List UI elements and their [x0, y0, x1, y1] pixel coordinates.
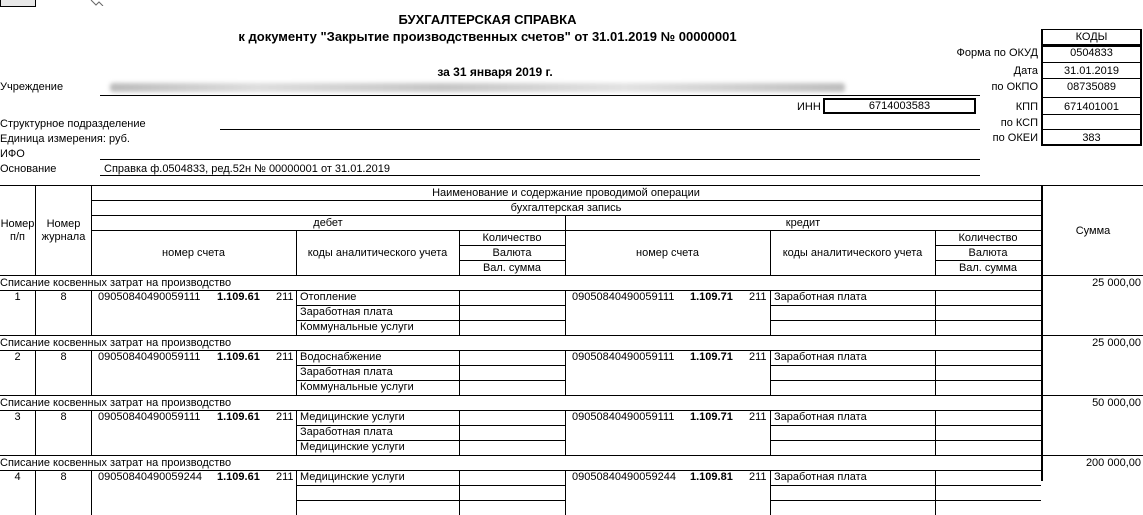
code-value-okei: 383 — [1082, 132, 1101, 144]
sum-header: Сумма — [1075, 225, 1111, 237]
debit-code: 211 — [276, 351, 294, 363]
unit-label: Единица измерения: руб. — [0, 133, 130, 145]
journal-number: 8 — [60, 351, 67, 363]
credit-subaccount: 1.109.71 — [690, 291, 733, 303]
debit-currency-sum-header: Вал. сумма — [482, 262, 542, 274]
debit-analytic-item: Заработная плата — [300, 306, 393, 318]
debit-analytic-item: Медицинские услуги — [300, 411, 405, 423]
credit-account: 09050840490059111 — [572, 411, 675, 423]
operation-title: Списание косвенных затрат на производство — [0, 277, 232, 289]
operation-title: Списание косвенных затрат на производство — [0, 397, 232, 409]
operation-title: Списание косвенных затрат на производство — [0, 337, 232, 349]
inn-label: ИНН — [797, 101, 821, 113]
code-label-date: Дата — [1013, 65, 1038, 77]
basis-value: Справка ф.0504833, ред.52н № 00000001 от 31.01.2019 — [104, 163, 390, 175]
debit-subaccount: 1.109.61 — [217, 471, 260, 483]
code-label-okei: по ОКЕИ — [992, 132, 1038, 144]
credit-analytic-item: Заработная плата — [774, 411, 867, 423]
row-number: 1 — [14, 291, 21, 303]
debit-analytic-item: Коммунальные услуги — [300, 321, 414, 333]
debit-quantity-header: Количество — [482, 232, 542, 244]
col-journal-header: Номер журнала — [41, 218, 86, 243]
code-value-okpo: 08735089 — [1067, 81, 1116, 93]
debit-subaccount: 1.109.61 — [217, 291, 260, 303]
codes-heading: КОДЫ — [1041, 29, 1142, 45]
debit-analytics-header: коды аналитического учета — [307, 247, 448, 259]
code-label-okud: Форма по ОКУД — [956, 47, 1038, 59]
operation-sum: 25 000,00 — [1092, 337, 1141, 349]
cursor-icon — [90, 0, 104, 6]
debit-account-header: номер счета — [162, 247, 225, 259]
credit-code: 211 — [749, 411, 767, 423]
journal-number: 8 — [60, 471, 67, 483]
code-value-date: 31.01.2019 — [1063, 65, 1120, 77]
credit-analytic-item: Заработная плата — [774, 471, 867, 483]
operation-header: Наименование и содержание проводимой операции — [432, 187, 700, 199]
code-value-kpp: 671401001 — [1063, 101, 1120, 113]
entry-header: бухгалтерская запись — [510, 202, 622, 214]
debit-analytic-item: Медицинские услуги — [300, 471, 405, 483]
credit-account: 09050840490059111 — [572, 291, 675, 303]
journal-number: 8 — [60, 411, 67, 423]
report-date: за 31 января 2019 г. — [437, 65, 553, 79]
credit-currency-sum-header: Вал. сумма — [958, 262, 1018, 274]
row-number: 2 — [14, 351, 21, 363]
debit-analytic-item: Водоснабжение — [300, 351, 382, 363]
subdivision-label: Структурное подразделение — [0, 118, 146, 130]
row-number: 4 — [14, 471, 21, 483]
credit-code: 211 — [749, 471, 767, 483]
credit-analytic-item: Заработная плата — [774, 351, 867, 363]
basis-label: Основание — [0, 163, 57, 175]
credit-code: 211 — [749, 351, 767, 363]
debit-account: 09050840490059111 — [98, 411, 201, 423]
debit-code: 211 — [276, 471, 294, 483]
operation-title: Списание косвенных затрат на производство — [0, 457, 232, 469]
credit-subaccount: 1.109.71 — [690, 411, 733, 423]
debit-analytic-item: Заработная плата — [300, 366, 393, 378]
credit-account-header: номер счета — [636, 247, 699, 259]
inn-value: 6714003583 — [868, 100, 931, 112]
debit-analytic-item: Коммунальные услуги — [300, 381, 414, 393]
debit-subaccount: 1.109.61 — [217, 411, 260, 423]
operation-sum: 25 000,00 — [1092, 277, 1141, 289]
credit-analytic-item: Заработная плата — [774, 291, 867, 303]
document-title: БУХГАЛТЕРСКАЯ СПРАВКА — [398, 12, 577, 27]
operation-sum: 50 000,00 — [1092, 397, 1141, 409]
journal-number: 8 — [60, 291, 67, 303]
debit-account: 09050840490059244 — [98, 471, 203, 483]
code-label-okpo: по ОКПО — [991, 81, 1038, 93]
credit-header: кредит — [785, 217, 821, 229]
debit-account: 09050840490059111 — [98, 291, 201, 303]
debit-code: 211 — [276, 291, 294, 303]
operation-sum: 200 000,00 — [1085, 457, 1141, 469]
credit-quantity-header: Количество — [958, 232, 1018, 244]
col-num-header: Номер п/п — [0, 218, 35, 243]
debit-header: дебет — [313, 217, 343, 229]
window-handle[interactable] — [0, 0, 36, 7]
credit-currency-header: Валюта — [968, 247, 1008, 259]
inn-field[interactable] — [823, 98, 976, 114]
ifo-label: ИФО — [0, 148, 25, 160]
credit-subaccount: 1.109.81 — [690, 471, 733, 483]
institution-label: Учреждение — [0, 81, 64, 93]
debit-analytic-item: Медицинские услуги — [300, 441, 405, 453]
row-number: 3 — [14, 411, 21, 423]
debit-account: 09050840490059111 — [98, 351, 201, 363]
credit-account: 09050840490059111 — [572, 351, 675, 363]
credit-code: 211 — [749, 291, 767, 303]
code-label-ksp: по КСП — [1000, 117, 1038, 129]
debit-code: 211 — [276, 411, 294, 423]
codes-table — [1041, 45, 1142, 146]
credit-analytics-header: коды аналитического учета — [782, 247, 923, 259]
debit-analytic-item: Заработная плата — [300, 426, 393, 438]
debit-currency-header: Валюта — [492, 247, 532, 259]
code-value-okud: 0504833 — [1070, 47, 1113, 59]
document-subtitle: к документу "Закрытие производственных счетов" от 31.01.2019 № 00000001 — [238, 29, 737, 44]
debit-analytic-item: Отопление — [300, 291, 357, 303]
credit-account: 09050840490059244 — [572, 471, 677, 483]
credit-subaccount: 1.109.71 — [690, 351, 733, 363]
debit-subaccount: 1.109.61 — [217, 351, 260, 363]
institution-name-redacted — [110, 83, 845, 92]
code-label-kpp: КПП — [1015, 101, 1038, 113]
